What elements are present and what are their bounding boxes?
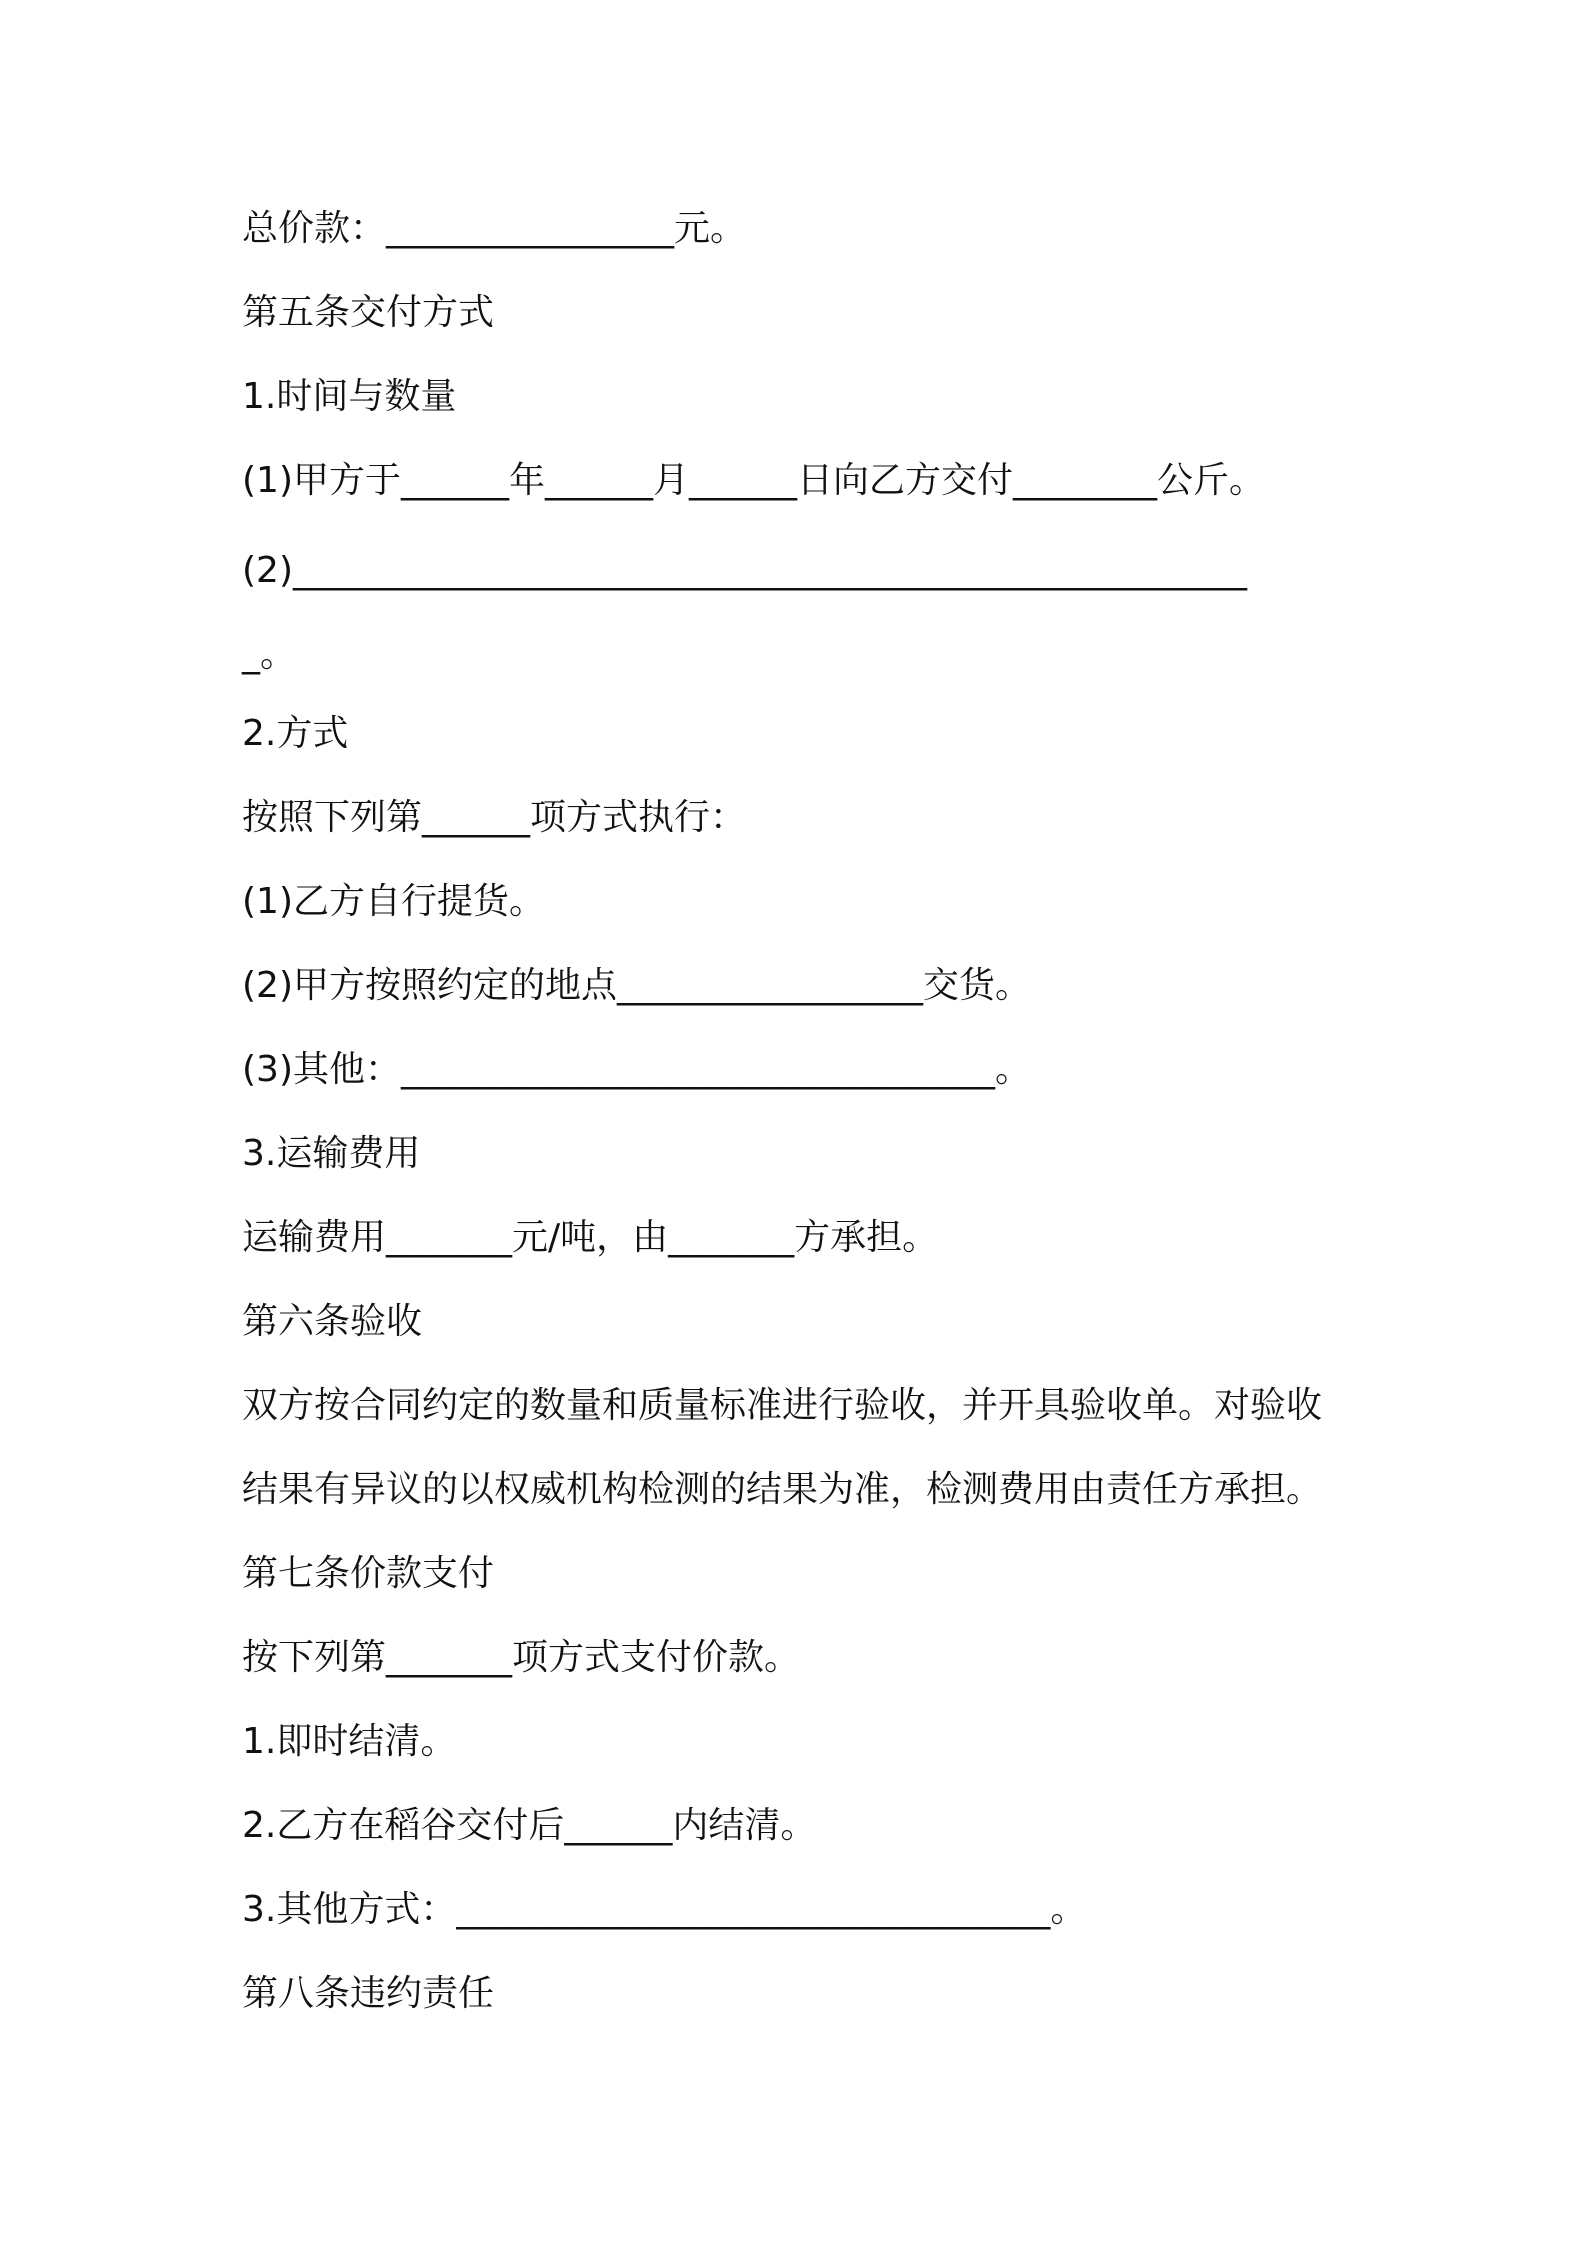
delivery-other-line: (2)_____________________________________________________ [242, 550, 1247, 591]
transport-cost-line: 运输费用_______元/吨，由_______方承担。 [242, 1217, 939, 1258]
delivery-other-continuation: _。 [242, 634, 297, 675]
method-heading: 2.方式 [242, 713, 349, 754]
method-choice-line: 按照下列第______项方式执行： [242, 797, 747, 838]
payment-option-1: 1.即时结清。 [242, 1721, 457, 1762]
payment-option-2: 2.乙方在稻谷交付后______内结清。 [242, 1805, 817, 1846]
method-option-3: (3)其他：_________________________________。 [242, 1049, 1031, 1090]
delivery-date-line: (1)甲方于______年______月______日向乙方交付________公斤。 [242, 460, 1265, 501]
payment-choice-line: 按下列第_______项方式支付价款。 [242, 1637, 801, 1678]
time-quantity-heading: 1.时间与数量 [242, 376, 457, 417]
transport-cost-heading: 3.运输费用 [242, 1133, 421, 1174]
article-5-heading: 第五条交付方式 [242, 292, 495, 333]
method-option-2: (2)甲方按照约定的地点_________________交货。 [242, 965, 1031, 1006]
total-price-line: 总价款：________________元。 [242, 208, 747, 249]
inspection-text-line-2: 结果有异议的以权威机构检测的结果为准，检测费用由责任方承担。 [242, 1469, 1323, 1510]
article-6-heading: 第六条验收 [242, 1301, 423, 1342]
payment-option-3: 3.其他方式：_________________________________。 [242, 1889, 1087, 1930]
inspection-text-line-1: 双方按合同约定的数量和质量标准进行验收，并开具验收单。对验收 [242, 1385, 1323, 1426]
method-option-1: (1)乙方自行提货。 [242, 881, 545, 922]
article-7-heading: 第七条价款支付 [242, 1553, 495, 1594]
article-8-heading: 第八条违约责任 [242, 1973, 495, 2014]
